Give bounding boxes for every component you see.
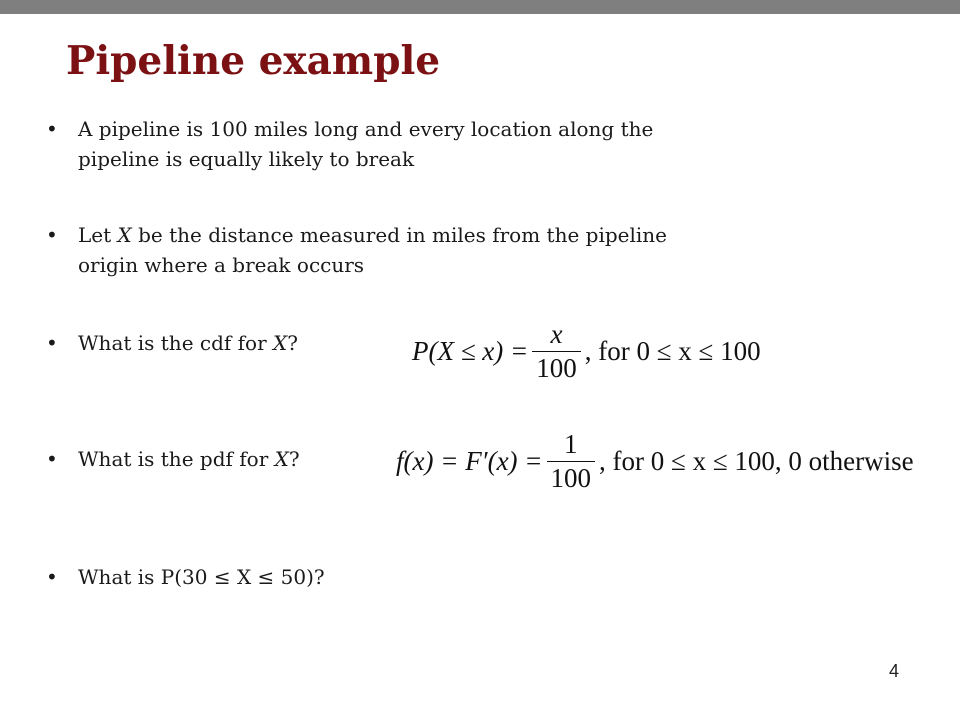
formula-lhs: f(x) = F′(x) = <box>396 445 543 476</box>
fraction <box>547 428 596 493</box>
bullet-line: be the distance measured in miles from the pipeline <box>131 223 667 247</box>
variable-x: X <box>274 447 289 471</box>
fraction-denominator: 100 <box>547 461 596 492</box>
formula-condition: , for 0 ≤ x ≤ 100, 0 otherwise <box>599 445 914 476</box>
page-number: 4 <box>889 661 900 681</box>
fraction <box>532 318 581 383</box>
bullet-suffix: ? <box>288 447 300 471</box>
bullet-suffix: ? <box>287 331 298 355</box>
pdf-formula <box>396 428 914 494</box>
bullet-text <box>78 220 858 280</box>
bullet-dot: • <box>46 331 58 355</box>
slide-title: Pipeline example <box>66 38 441 84</box>
bullet-prefix: What is the pdf for <box>78 447 275 471</box>
bullet-prefix: Let <box>78 223 118 247</box>
bullet-dot: • <box>46 117 58 141</box>
variable-x: X <box>273 331 288 355</box>
bullet-text <box>78 114 858 174</box>
bullet-line: pipeline is equally likely to break <box>78 147 415 171</box>
fraction-denominator: 100 <box>532 351 581 382</box>
fraction-numerator: x <box>550 318 563 349</box>
formula-lhs: P(X ≤ x) = <box>412 335 529 366</box>
top-bar <box>0 0 960 14</box>
bullet-dot: • <box>46 447 58 471</box>
formula-condition: , for 0 ≤ x ≤ 100 <box>584 335 761 366</box>
bullet-text: What is P(30 ≤ X ≤ 50)? <box>78 565 325 589</box>
bullet-prefix: What is the cdf for <box>78 331 274 355</box>
bullet-line: A pipeline is 100 miles long and every location along the <box>78 117 654 141</box>
bullet-line: origin where a break occurs <box>78 253 365 277</box>
cdf-formula <box>412 320 761 382</box>
variable-x: X <box>117 223 132 247</box>
bullet-dot: • <box>46 223 58 247</box>
bullet-dot: • <box>46 565 58 589</box>
fraction-numerator: 1 <box>564 428 578 459</box>
